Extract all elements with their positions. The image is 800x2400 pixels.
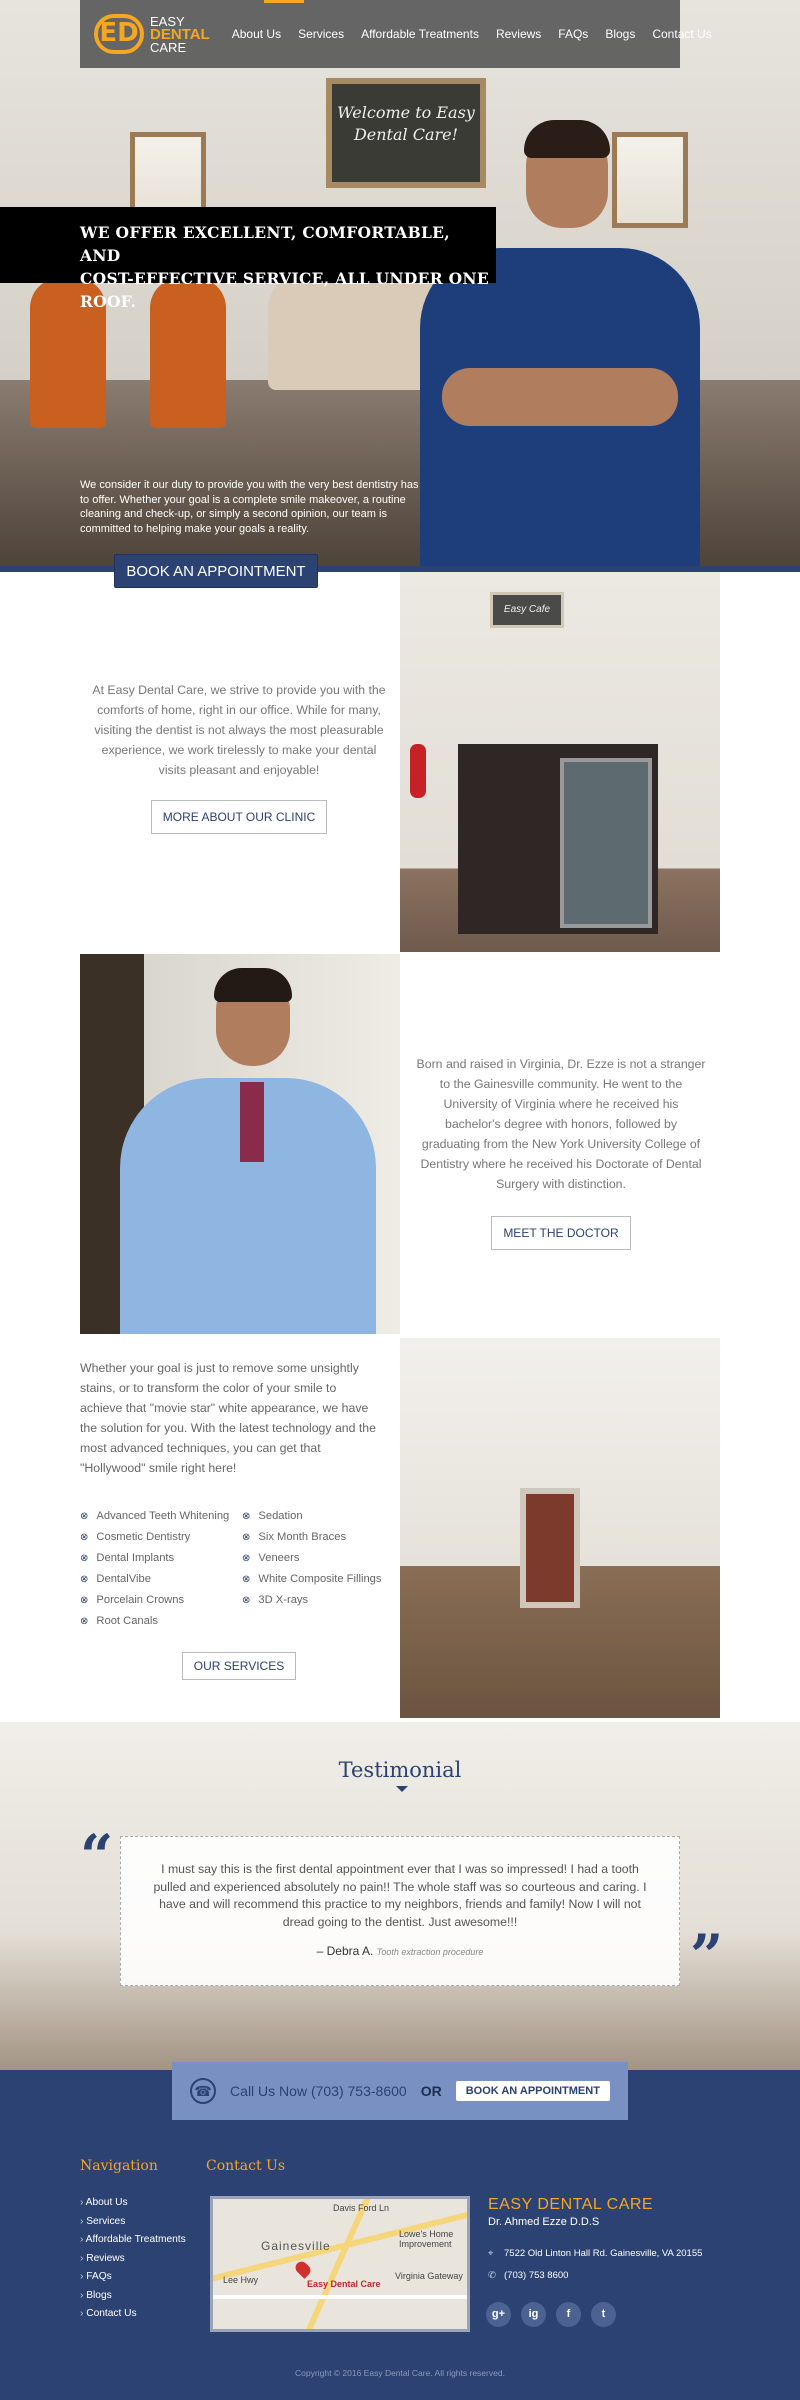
footer-book-appointment-button[interactable]: BOOK AN APPOINTMENT (456, 2081, 610, 2101)
cafe-sign: Easy Cafe (490, 592, 564, 628)
service-item[interactable]: ⊗ Six Month Braces (242, 1527, 382, 1548)
open-quote-icon: “ (80, 1822, 114, 1890)
logo-line: CARE (150, 39, 187, 55)
location-pin-icon: ⌖ (488, 2248, 494, 2259)
phone-icon: ✆ (488, 2270, 496, 2281)
footer-brand: EASY DENTAL CARE (488, 2196, 654, 2213)
service-item[interactable]: ⊗ Root Canals (80, 1611, 229, 1632)
nav-affordable-treatments[interactable]: Affordable Treatments (361, 27, 479, 41)
footer-link[interactable]: › Contact Us (80, 2305, 186, 2324)
footer-link[interactable]: › Affordable Treatments (80, 2231, 186, 2250)
service-item[interactable]: ⊗ Veneers (242, 1548, 382, 1569)
footer-link[interactable]: › About Us (80, 2194, 186, 2213)
service-item[interactable]: ⊗ White Composite Fillings (242, 1569, 382, 1590)
logo-line: EASY (150, 13, 185, 29)
nav-services[interactable]: Services (298, 27, 345, 41)
nav-blogs[interactable]: Blogs (605, 27, 636, 41)
map-street: Davis Ford Ln (333, 2203, 390, 2213)
heading-caret-icon (396, 1786, 408, 1792)
social-links (486, 2302, 616, 2327)
clinic-photo (400, 572, 720, 952)
logo-line: DENTAL (150, 25, 210, 43)
map-town: Gainesville (261, 2239, 331, 2253)
footer-link[interactable]: › FAQs (80, 2268, 186, 2287)
services-section (80, 1338, 720, 1718)
doctor-portrait (80, 954, 400, 1334)
map-road: Lee Hwy (223, 2275, 259, 2285)
testimonial-quote: I must say this is the first dental appointment ever that I was so impressed! I had a tooth pulled and experienced absolutely no pain!! The whole staff was so courteous and caring. I have and will recommend this practice to my neighbors, friends and family! Now I will not dread going to the dentist. Just awesome!!! (153, 1862, 647, 1929)
map-pin-icon (293, 2259, 313, 2279)
nav-faqs[interactable]: FAQs (558, 27, 589, 41)
fridge (560, 758, 652, 928)
cta-or: OR (420, 2083, 442, 2099)
facebook-icon[interactable]: f (556, 2302, 581, 2327)
footer-nav-heading: Navigation (80, 2158, 158, 2174)
footer-address: 7522 Old Linton Hall Rd. Gainesville, VA 20155 (504, 2248, 703, 2259)
clinic-text: At Easy Dental Care, we strive to provide you with the comforts of home, right in our office. While for many, visiting the dentist is not always the most pleasurable experience, we work tirelessly to make your dental visits pleasant and enjoyable! (92, 683, 386, 777)
service-item[interactable]: ⊗ Porcelain Crowns (80, 1590, 229, 1611)
testimonial-section (0, 1722, 800, 2070)
testimonial-heading: Testimonial (338, 1758, 462, 1782)
google-plus-icon[interactable]: g+ (486, 2302, 511, 2327)
main-menu (232, 27, 712, 41)
hero-text: We consider it our duty to provide you with the very best dentistry has to offer. Whether your goal is a complete smile makeover, a routine cleaning and check-up, or simply a second opinion, our team is committed to helping make your goals a reality. (80, 479, 419, 535)
header-nav (80, 0, 712, 68)
tagline-line: WE OFFER EXCELLENT, COMFORTABLE, AND (80, 223, 450, 265)
clinic-section (80, 572, 720, 952)
services-list-1 (80, 1506, 229, 1632)
nav-reviews[interactable]: Reviews (495, 27, 542, 41)
footer-link[interactable]: › Blogs (80, 2287, 186, 2306)
footer-link[interactable]: › Services (80, 2213, 186, 2232)
call-us-link[interactable]: Call Us Now (703) 753-8600 (230, 2083, 407, 2099)
service-item[interactable]: ⊗ Dental Implants (80, 1548, 229, 1569)
hero-section (0, 0, 800, 568)
footer-phone-line (488, 2270, 568, 2281)
service-item[interactable]: ⊗ Cosmetic Dentistry (80, 1527, 229, 1548)
testimonial-author: – Debra A. (316, 1944, 374, 1958)
footer-address-line (488, 2248, 702, 2259)
testimonial-author-line (147, 1943, 653, 1962)
close-quote-icon: ” (690, 1922, 724, 1990)
service-item[interactable]: ⊗ Sedation (242, 1506, 382, 1527)
twitter-icon[interactable]: t (591, 2302, 616, 2327)
services-list-2 (242, 1506, 382, 1611)
map-mall: Virginia Gateway (395, 2271, 463, 2281)
service-item[interactable]: ⊗ DentalVibe (80, 1569, 229, 1590)
nav-about-us[interactable]: About Us (231, 27, 282, 41)
logo[interactable] (94, 14, 210, 54)
location-map[interactable] (210, 2196, 470, 2332)
service-item[interactable]: ⊗ 3D X-rays (242, 1590, 382, 1611)
footer-nav (80, 2194, 186, 2324)
tagline-line: COST-EFFECTIVE SERVICE, ALL UNDER ONE ROOF. (80, 269, 490, 311)
hallway-door (520, 1488, 580, 1608)
logo-mark: ED (94, 14, 144, 54)
services-button-wrap (80, 1652, 398, 1680)
active-indicator (264, 0, 304, 3)
service-item[interactable]: ⊗ Advanced Teeth Whitening (80, 1506, 229, 1527)
hallway-photo (400, 1338, 720, 1718)
services-intro: Whether your goal is just to remove some unsightly stains, or to transform the color of your smile to achieve that "movie star" white appearance, we have the solution for you. With the latest technology and the most advanced techniques, you can get that "Hollywood" smile right here! (80, 1361, 376, 1475)
testimonial-procedure: Tooth extraction procedure (376, 1947, 484, 1957)
more-about-clinic-button[interactable]: MORE ABOUT OUR CLINIC (151, 800, 327, 834)
fire-extinguisher (410, 744, 426, 798)
doctor-section (80, 954, 720, 1334)
meet-the-doctor-button[interactable]: MEET THE DOCTOR (491, 1216, 630, 1250)
footer-phone[interactable]: (703) 753 8600 (504, 2270, 569, 2281)
our-services-button[interactable]: OUR SERVICES (182, 1652, 296, 1680)
doctor-photo (420, 120, 700, 568)
cta-bar (172, 2062, 628, 2120)
footer-doctor: Dr. Ahmed Ezze D.D.S (488, 2216, 600, 2228)
phone-icon: ☎ (190, 2078, 216, 2104)
hero-tagline (0, 207, 496, 311)
footer-link[interactable]: › Reviews (80, 2250, 186, 2269)
map-place: Easy Dental Care (307, 2279, 381, 2289)
chalkboard-text: Welcome to Easy Dental Care! (337, 103, 475, 144)
copyright: Copyright © 2016 Easy Dental Care. All rights reserved. (295, 2368, 505, 2378)
doctor-text: Born and raised in Virginia, Dr. Ezze is not a stranger to the Gainesville community. He went to the University of Virginia where he received his bachelor's degree with honors, followed by graduating from the New York University College of Dentistry where he received his Doctorate of Dental Surgery with distinction. (416, 1057, 706, 1191)
footer-contact-heading: Contact Us (206, 2158, 286, 2174)
doctor-text-block (402, 954, 720, 1334)
clinic-text-block (80, 572, 398, 952)
map-store: Lowe's Home Improvement (399, 2229, 454, 2249)
logo-text (150, 15, 210, 54)
instagram-icon[interactable]: ig (521, 2302, 546, 2327)
nav-contact-us[interactable]: Contact Us (652, 27, 712, 41)
testimonial-card (120, 1836, 680, 1986)
book-appointment-button[interactable]: BOOK AN APPOINTMENT (114, 554, 318, 588)
